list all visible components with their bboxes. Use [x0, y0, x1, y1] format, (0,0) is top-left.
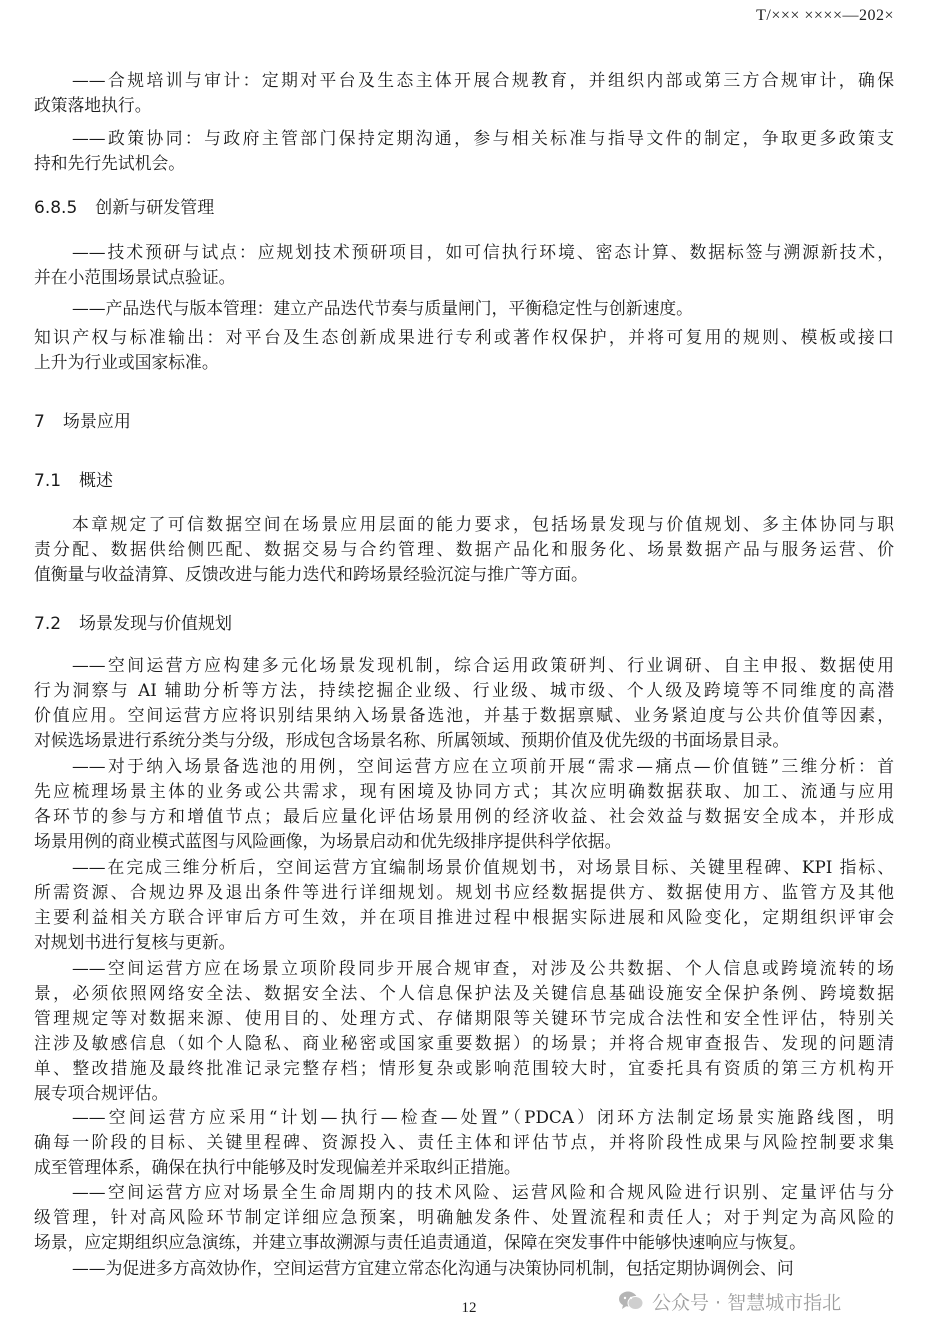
paragraph-line: 各环节的参与方和增值节点；最后应量化评估场景用例的经济收益、社会效益与数据安全成本，并形成 — [34, 806, 894, 826]
paragraph-line: ——空间运营方应在场景立项阶段同步开展合规审查，对涉及公共数据、个人信息或跨境流转的场 — [72, 958, 894, 978]
paragraph-line: 管理规定等对数据来源、使用目的、处理方式、存储期限等关键环节完成合法性和安全性评估，特别关 — [34, 1008, 894, 1028]
paragraph-line: 责分配、数据供给侧匹配、数据交易与合约管理、数据产品化和服务化、场景数据产品与服务运营、价 — [34, 539, 894, 559]
paragraph-line: 场景，应定期组织应急演练，并建立事故溯源与责任追责通道，保障在突发事件中能够快速响应与恢复。 — [34, 1232, 806, 1252]
paragraph-line: ——对于纳入场景备选池的用例，空间运营方应在立项前开展“需求—痛点—价值链”三维分析：首 — [72, 756, 894, 776]
section-title: 场景应用 — [62, 412, 131, 432]
section-heading — [34, 469, 113, 493]
paragraph-line: 确每一阶段的目标、关键里程碑、资源投入、责任主体和评估节点，并将阶段性成果与风险控制要求集 — [34, 1132, 894, 1152]
paragraph-line: 本章规定了可信数据空间在场景应用层面的能力要求，包括场景发现与价值规划、多主体协同与职 — [72, 514, 894, 534]
paragraph-line: 持和先行先试机会。 — [34, 153, 186, 173]
watermark — [618, 1287, 918, 1315]
paragraph-line: 展专项合规评估。 — [34, 1083, 169, 1103]
paragraph-line: 上升为行业或国家标准。 — [34, 352, 219, 372]
section-number: 7 — [34, 412, 45, 432]
paragraph-line: 场景用例的商业模式蓝图与风险画像，为场景启动和优先级排序提供科学依据。 — [34, 831, 622, 851]
paragraph-line: 先应梳理场景主体的业务或公共需求，现有困境及协同方式；其次应明确数据获取、加工、流通与应用 — [34, 781, 894, 801]
paragraph-line: 景，必须依照网络安全法、数据安全法、个人信息保护法及关键信息基础设施安全保护条例、跨境数据 — [34, 983, 894, 1003]
paragraph-line: 并在小范围场景试点验证。 — [34, 267, 236, 287]
section-number: 7.1 — [34, 471, 62, 491]
document-code: T/××× ××××—202× — [756, 7, 894, 24]
paragraph-line: ——空间运营方应采用“计划—执行—检查—处置”（PDCA）闭环方法制定场景实施路线图，明 — [72, 1107, 894, 1127]
watermark-text: 公众号 · 智慧城市指北 — [652, 1291, 842, 1314]
paragraph-line: 主要利益相关方联合评审后方可生效，并在项目推进过程中根据实际进展和风险变化，定期组织评审会 — [34, 907, 894, 927]
paragraph-line: ——技术预研与试点：应规划技术预研项目，如可信执行环境、密态计算、数据标签与溯源新技术， — [72, 242, 894, 262]
paragraph-line: 对规划书进行复核与更新。 — [34, 932, 236, 952]
paragraph-line: 知识产权与标准输出：对平台及生态创新成果进行专利或著作权保护，并将可复用的规则、模板或接口 — [34, 327, 894, 347]
section-number: 7.2 — [34, 614, 62, 634]
section-title: 创新与研发管理 — [95, 198, 215, 218]
paragraph-line: 注涉及敏感信息（如个人隐私、商业秘密或国家重要数据）的场景；并将合规审查报告、发现的问题清 — [34, 1033, 894, 1053]
section-title: 概述 — [79, 471, 114, 491]
paragraph-line: ——空间运营方应对场景全生命周期内的技术风险、运营风险和合规风险进行识别、定量评估与分 — [72, 1182, 894, 1202]
paragraph-line: 价值应用。空间运营方应将识别结果纳入场景备选池，并基于数据禀赋、业务紧迫度与公共价值等因素， — [34, 705, 894, 725]
paragraph-line: ——合规培训与审计：定期对平台及生态主体开展合规教育，并组织内部或第三方合规审计，确保 — [72, 70, 894, 90]
paragraph-line: ——政策协同：与政府主管部门保持定期沟通，参与相关标准与指导文件的制定，争取更多政策支 — [72, 128, 894, 148]
page-number: 12 — [461, 1300, 477, 1316]
paragraph-line: 所需资源、合规边界及退出条件等进行详细规划。规划书应经数据提供方、数据使用方、监管方及其他 — [34, 882, 894, 902]
paragraph-line: 值衡量与收益清算、反馈改进与能力迭代和跨场景经验沉淀与推广等方面。 — [34, 564, 588, 584]
paragraph-line: 单、整改措施及最终批准记录完整存档；情形复杂或影响范围较大时，宜委托具有资质的第三方机构开 — [34, 1058, 894, 1078]
paragraph-line: ——在完成三维分析后，空间运营方宜编制场景价值规划书，对场景目标、关键里程碑、KPI 指标、 — [72, 857, 894, 877]
wechat-official-account-icon — [618, 1290, 644, 1312]
section-heading — [34, 612, 232, 636]
paragraph-line: ——产品迭代与版本管理：建立产品迭代节奏与质量闸门，平衡稳定性与创新速度。 — [72, 298, 693, 318]
paragraph-line: 成至管理体系，确保在执行中能够及时发现偏差并采取纠正措施。 — [34, 1157, 521, 1177]
section-title: 场景发现与价值规划 — [79, 614, 233, 634]
paragraph-line: ——为促进多方高效协作，空间运营方宜建立常态化沟通与决策协同机制，包括定期协调例会、问 — [72, 1258, 794, 1278]
paragraph-line: 政策落地执行。 — [34, 95, 152, 115]
section-number: 6.8.5 — [34, 198, 78, 218]
paragraph-line: 对候选场景进行系统分类与分级，形成包含场景名称、所属领域、预期价值及优先级的书面场景目录。 — [34, 730, 790, 750]
paragraph-line: 行为洞察与 AI 辅助分析等方法，持续挖掘企业级、行业级、城市级、个人级及跨境等不同维度的高潜 — [34, 680, 894, 700]
paragraph-line: ——空间运营方应构建多元化场景发现机制，综合运用政策研判、行业调研、自主申报、数据使用 — [72, 655, 894, 675]
section-heading — [34, 410, 131, 434]
section-heading — [34, 196, 214, 220]
paragraph-line: 级管理，针对高风险环节制定详细应急预案，明确触发条件、处置流程和责任人；对于判定为高风险的 — [34, 1207, 894, 1227]
